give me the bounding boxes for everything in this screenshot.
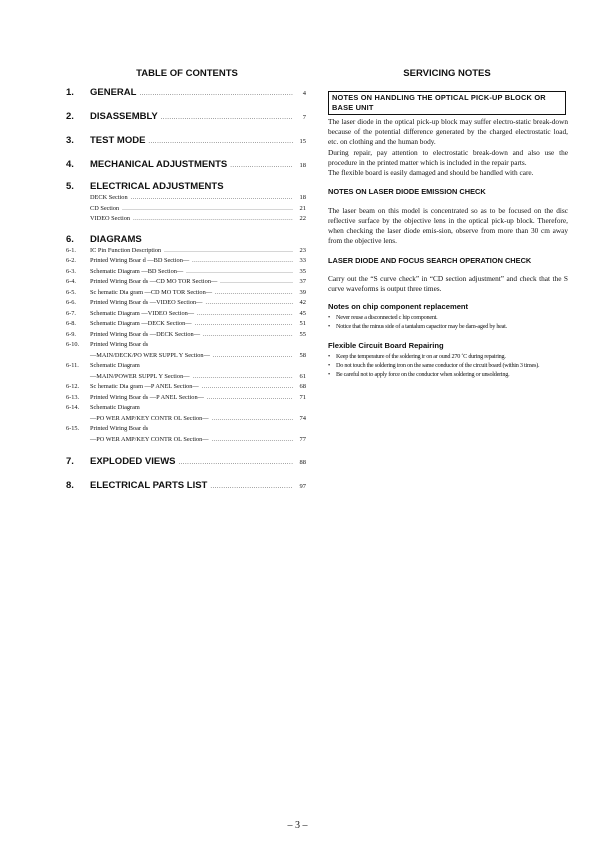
laser-emission-heading: NOTES ON LASER DIODE EMISSION CHECK	[328, 187, 486, 197]
toc-diagram-item[interactable]: 6-3. Schematic Diagram —BD Section— ..... 35	[66, 268, 306, 279]
toc-diagram-item[interactable]: 6-4. Printed Wiring Boar ds —CD MO TOR Section— ..... 37	[66, 278, 306, 289]
toc-diagram-item[interactable]: 6-8. Schematic Diagram —DECK Section— ..... 51	[66, 320, 306, 331]
toc-diagram-list	[66, 247, 306, 447]
flex-board-heading: Flexible Circuit Board Repairing	[328, 341, 444, 351]
toc-diagram-item[interactable]: —PO WER AMP/KEY CONTR OL Section— ..... 74	[66, 415, 306, 426]
chip-replacement-heading: Notes on chip component replacement	[328, 302, 469, 312]
toc-section-test-mode[interactable]: 3. TEST MODE ..... 15	[66, 135, 306, 159]
optical-pickup-text-3: The flexible board is easily damaged and should be handled with care.	[328, 168, 534, 178]
toc-diagram-item[interactable]: —MAIN/POWER SUPPL Y Section— ..... 61	[66, 373, 306, 384]
list-item: • Do not touch the soldering iron on the same conductor of the circuit board (within 3 times).	[328, 361, 568, 370]
toc-diagram-item[interactable]: 6-2. Printed Wiring Boar d —BD Section— ..... 33	[66, 257, 306, 268]
toc-section-electrical-adjustments[interactable]: 5. ELECTRICAL ADJUSTMENTS	[66, 181, 224, 192]
focus-search-text: Carry out the “S curve check” in “CD section adjustment” and check that the S curve waveforms is output three times.	[328, 274, 568, 294]
toc-diagram-item[interactable]: 6-11. Schematic Diagram	[66, 362, 140, 369]
toc-diagram-item[interactable]: 6-1. IC Pin Function Description ..... 23	[66, 247, 306, 258]
toc-diagram-item[interactable]: 6-15. Printed Wiring Boar ds	[66, 425, 149, 432]
toc-diagram-item[interactable]: 6-14. Schematic Diagram	[66, 404, 140, 411]
list-item: • Notice that the minus side of a tantalum capacitor may be dam-aged by heat.	[328, 322, 568, 331]
list-item: • Keep the temperature of the soldering ir on ar ound 270 ˚C during repairing.	[328, 352, 568, 361]
servicing-notes-heading: SERVICING NOTES	[403, 68, 491, 79]
optical-pickup-notice-box: NOTES ON HANDLING THE OPTICAL PICK-UP BLOCK OR BASE UNIT	[328, 91, 566, 115]
flex-board-list	[328, 352, 568, 379]
servicing-notes	[328, 91, 568, 379]
table-of-contents	[66, 87, 306, 494]
list-item: • Be careful not to apply force on the conductor when soldering or unsoldering.	[328, 370, 568, 379]
toc-section-exploded-views[interactable]: 7. EXPLODED VIEWS ..... 88	[66, 456, 306, 480]
focus-search-heading: LASER DIODE AND FOCUS SEARCH OPERATION CHECK	[328, 255, 532, 265]
toc-section-electrical-parts-list[interactable]: 8. ELECTRICAL PARTS LIST ..... 97	[66, 480, 306, 494]
toc-diagram-item[interactable]: 6-13. Printed Wiring Boar ds —P ANEL Section— ..... 71	[66, 394, 306, 405]
toc-diagram-item[interactable]: —PO WER AMP/KEY CONTR OL Section— ..... 77	[66, 436, 306, 447]
toc-section-general[interactable]: 1. GENERAL ..... 4	[66, 87, 306, 111]
toc-diagram-item[interactable]: 6-12. Sc hematic Dia gram —P ANEL Section— ..... 68	[66, 383, 306, 394]
optical-pickup-text-2: During repair, pay attention to electrostatic break-down and also use the procedure in the printed matter which is included in the repair parts.	[328, 147, 568, 167]
toc-diagram-item[interactable]: 6-6. Printed Wiring Boar ds —VIDEO Section— ..... 42	[66, 299, 306, 310]
optical-pickup-text: The laser diode in the optical pick-up block may suffer electro-static break-down because of the potential difference generated by the charged electrostatic load, etc. on clothing and the human body.	[328, 117, 568, 147]
toc-diagram-item[interactable]: 6-10. Printed Wiring Boar ds	[66, 341, 149, 348]
list-item: • Never reuse a disconnected c hip component.	[328, 313, 568, 322]
toc-diagram-item[interactable]: 6-7. Schematic Diagram —VIDEO Section— ..... 45	[66, 310, 306, 321]
toc-heading: TABLE OF CONTENTS	[136, 68, 238, 79]
toc-diagram-item[interactable]: —MAIN/DECK/PO WER SUPPL Y Section— ..... 58	[66, 352, 306, 363]
toc-diagram-item[interactable]: 6-5. Sc hematic Dia gram —CD MO TOR Section— ..... 39	[66, 289, 306, 300]
toc-diagram-item[interactable]: 6-9. Printed Wiring Boar ds —DECK Section— ..... 55	[66, 331, 306, 342]
toc-section-disassembly[interactable]: 2. DISASSEMBLY ..... 7	[66, 111, 306, 135]
toc-sub-video-section[interactable]: VIDEO Section ..... 22	[66, 215, 306, 226]
toc-sub-deck-section[interactable]: DECK Section ..... 18	[66, 194, 306, 205]
toc-sub-cd-section[interactable]: CD Section ..... 21	[66, 205, 306, 216]
chip-replacement-list	[328, 313, 568, 331]
laser-emission-text: The laser beam on this model is concentrated so as to be focused on the disc reflective surface by the objective lens in the optical pick-up block. Therefore, when checking the laser diode emis-sion, observe from more than 30 cm away from the objective lens.	[328, 205, 568, 246]
toc-section-mechanical-adjustments[interactable]: 4. MECHANICAL ADJUSTMENTS ..... 18	[66, 159, 306, 181]
toc-section-diagrams[interactable]: 6. DIAGRAMS	[66, 233, 142, 245]
page-number: – 3 –	[287, 820, 308, 831]
